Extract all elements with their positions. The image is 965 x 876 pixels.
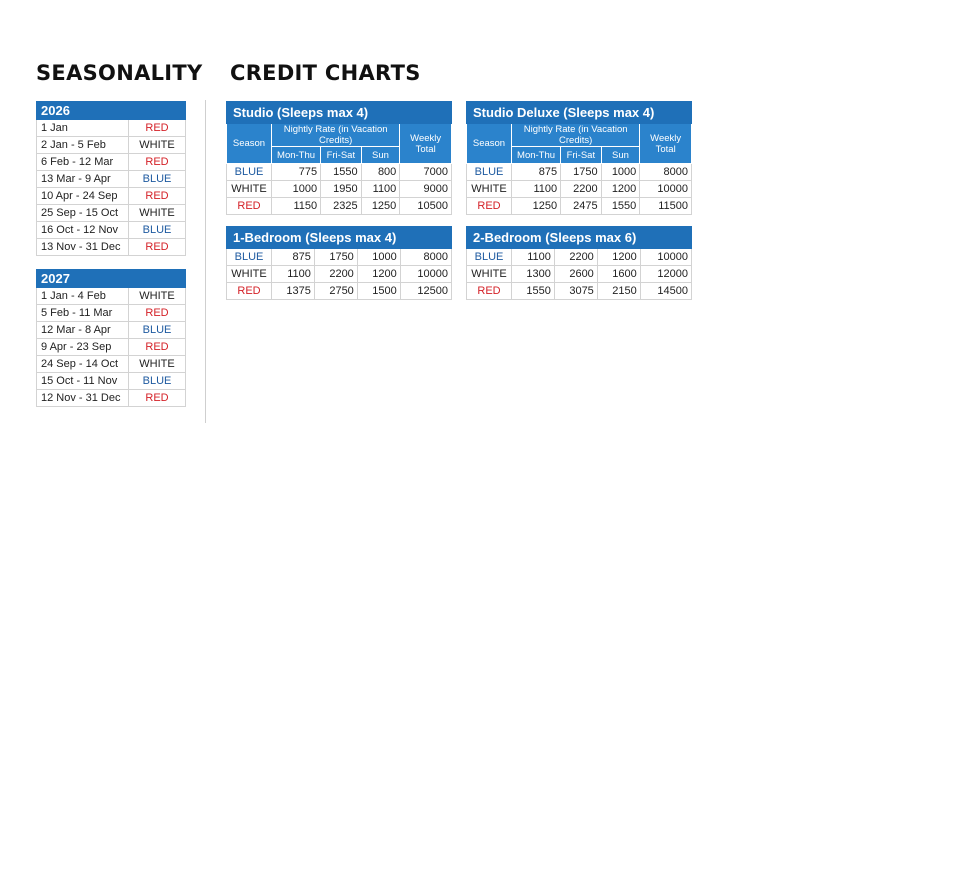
- rate-cell: 1200: [601, 181, 640, 198]
- season-label: WHITE: [129, 288, 186, 305]
- table-row: [37, 356, 186, 373]
- table-row: [37, 171, 186, 188]
- date-range: 25 Sep - 15 Oct: [37, 205, 129, 222]
- season-col-header: Season: [467, 124, 512, 164]
- table-row: [467, 181, 692, 198]
- chart-title: Studio (Sleeps max 4): [227, 102, 452, 124]
- table-row: [37, 188, 186, 205]
- season-label: WHITE: [227, 266, 272, 283]
- rate-cell: 2150: [597, 283, 640, 300]
- weekly-total-cell: 10000: [640, 181, 692, 198]
- rate-cell: 1550: [512, 283, 555, 300]
- date-range: 5 Feb - 11 Mar: [37, 305, 129, 322]
- weekly-total-cell: 8000: [640, 164, 692, 181]
- table-row: [37, 322, 186, 339]
- season-label: RED: [129, 305, 186, 322]
- table-row: [467, 249, 692, 266]
- credit-chart-2-bedroom: [466, 226, 692, 300]
- credit-chart-1-bedroom: [226, 226, 452, 300]
- sun-header: Sun: [601, 147, 640, 164]
- rate-cell: 3075: [554, 283, 597, 300]
- season-label: WHITE: [467, 181, 512, 198]
- rate-cell: 2325: [321, 198, 362, 215]
- rate-cell: 1000: [357, 249, 400, 266]
- rate-cell: 2200: [561, 181, 602, 198]
- date-range: 1 Jan: [37, 120, 129, 137]
- season-label: RED: [129, 154, 186, 171]
- nightly-rate-header: Nightly Rate (in Vacation Credits): [512, 124, 640, 147]
- table-row: [467, 266, 692, 283]
- table-row: [37, 339, 186, 356]
- fri-sat-header: Fri-Sat: [561, 147, 602, 164]
- weekly-total-cell: 8000: [400, 249, 451, 266]
- rate-cell: 800: [361, 164, 400, 181]
- season-label: RED: [129, 120, 186, 137]
- season-label: BLUE: [227, 249, 272, 266]
- table-row: [37, 137, 186, 154]
- rate-cell: 1950: [321, 181, 362, 198]
- table-row: [227, 249, 452, 266]
- season-label: RED: [129, 239, 186, 256]
- rate-cell: 1200: [597, 249, 640, 266]
- weekly-total-cell: 14500: [640, 283, 691, 300]
- column-divider: [205, 100, 206, 423]
- table-row: [227, 283, 452, 300]
- table-row: [37, 239, 186, 256]
- weekly-total-cell: 12000: [640, 266, 691, 283]
- chart-title: Studio Deluxe (Sleeps max 4): [467, 102, 692, 124]
- table-row: [227, 181, 452, 198]
- season-label: RED: [227, 198, 272, 215]
- year-header: 2026: [37, 102, 186, 120]
- chart-title: 2-Bedroom (Sleeps max 6): [467, 227, 692, 249]
- rate-cell: 1150: [272, 198, 321, 215]
- weekly-total-cell: 9000: [400, 181, 452, 198]
- rate-cell: 1000: [601, 164, 640, 181]
- table-row: [37, 222, 186, 239]
- season-label: BLUE: [467, 249, 512, 266]
- table-row: [467, 283, 692, 300]
- date-range: 16 Oct - 12 Nov: [37, 222, 129, 239]
- rate-cell: 1250: [361, 198, 400, 215]
- date-range: 10 Apr - 24 Sep: [37, 188, 129, 205]
- season-label: BLUE: [129, 322, 186, 339]
- date-range: 24 Sep - 14 Oct: [37, 356, 129, 373]
- rate-cell: 1100: [512, 249, 555, 266]
- date-range: 12 Mar - 8 Apr: [37, 322, 129, 339]
- fri-sat-header: Fri-Sat: [321, 147, 362, 164]
- date-range: 15 Oct - 11 Nov: [37, 373, 129, 390]
- rate-cell: 1750: [561, 164, 602, 181]
- rate-cell: 1375: [272, 283, 315, 300]
- weekly-total-cell: 10000: [400, 266, 451, 283]
- weekly-total-cell: 11500: [640, 198, 692, 215]
- season-label: BLUE: [129, 171, 186, 188]
- weekly-total-cell: 10500: [400, 198, 452, 215]
- rate-cell: 875: [272, 249, 315, 266]
- season-label: RED: [129, 390, 186, 407]
- date-range: 13 Mar - 9 Apr: [37, 171, 129, 188]
- date-range: 1 Jan - 4 Feb: [37, 288, 129, 305]
- seasonality-heading: SEASONALITY: [36, 61, 203, 85]
- table-row: [227, 266, 452, 283]
- season-label: BLUE: [227, 164, 272, 181]
- weekly-total-header: Weekly Total: [640, 124, 692, 164]
- sun-header: Sun: [361, 147, 400, 164]
- weekly-total-cell: 10000: [640, 249, 691, 266]
- rate-cell: 2200: [554, 249, 597, 266]
- table-row: [467, 198, 692, 215]
- rate-cell: 1000: [272, 181, 321, 198]
- season-label: WHITE: [129, 356, 186, 373]
- table-row: [37, 390, 186, 407]
- rate-cell: 775: [272, 164, 321, 181]
- season-label: BLUE: [129, 373, 186, 390]
- season-label: RED: [129, 188, 186, 205]
- rate-cell: 1750: [314, 249, 357, 266]
- season-label: BLUE: [129, 222, 186, 239]
- table-row: [37, 205, 186, 222]
- season-label: RED: [227, 283, 272, 300]
- rate-cell: 1550: [321, 164, 362, 181]
- date-range: 9 Apr - 23 Sep: [37, 339, 129, 356]
- rate-cell: 1250: [512, 198, 561, 215]
- mon-thu-header: Mon-Thu: [272, 147, 321, 164]
- table-row: [467, 164, 692, 181]
- season-label: RED: [129, 339, 186, 356]
- table-row: [227, 164, 452, 181]
- table-row: [37, 305, 186, 322]
- seasonality-table-2027: [36, 269, 186, 407]
- season-label: RED: [467, 283, 512, 300]
- rate-cell: 1100: [361, 181, 400, 198]
- date-range: 2 Jan - 5 Feb: [37, 137, 129, 154]
- rate-cell: 2475: [561, 198, 602, 215]
- table-row: [37, 288, 186, 305]
- rate-cell: 2600: [554, 266, 597, 283]
- credit-charts-heading: CREDIT CHARTS: [230, 61, 421, 85]
- rate-cell: 1600: [597, 266, 640, 283]
- date-range: 12 Nov - 31 Dec: [37, 390, 129, 407]
- season-label: RED: [467, 198, 512, 215]
- weekly-total-header: Weekly Total: [400, 124, 452, 164]
- credit-chart-studio: [226, 101, 452, 215]
- year-header: 2027: [37, 270, 186, 288]
- weekly-total-cell: 12500: [400, 283, 451, 300]
- season-label: WHITE: [129, 137, 186, 154]
- rate-cell: 2200: [314, 266, 357, 283]
- date-range: 6 Feb - 12 Mar: [37, 154, 129, 171]
- season-label: WHITE: [467, 266, 512, 283]
- rate-cell: 1200: [357, 266, 400, 283]
- table-row: [37, 373, 186, 390]
- chart-title: 1-Bedroom (Sleeps max 4): [227, 227, 452, 249]
- weekly-total-cell: 7000: [400, 164, 452, 181]
- table-row: [37, 120, 186, 137]
- rate-cell: 1100: [272, 266, 315, 283]
- season-col-header: Season: [227, 124, 272, 164]
- rate-cell: 1550: [601, 198, 640, 215]
- mon-thu-header: Mon-Thu: [512, 147, 561, 164]
- nightly-rate-header: Nightly Rate (in Vacation Credits): [272, 124, 400, 147]
- season-label: WHITE: [227, 181, 272, 198]
- date-range: 13 Nov - 31 Dec: [37, 239, 129, 256]
- rate-cell: 1300: [512, 266, 555, 283]
- table-row: [227, 198, 452, 215]
- rate-cell: 875: [512, 164, 561, 181]
- credit-chart-studio-deluxe: [466, 101, 692, 215]
- seasonality-table-2026: [36, 101, 186, 256]
- season-label: WHITE: [129, 205, 186, 222]
- table-row: [37, 154, 186, 171]
- rate-cell: 1500: [357, 283, 400, 300]
- rate-cell: 2750: [314, 283, 357, 300]
- season-label: BLUE: [467, 164, 512, 181]
- rate-cell: 1100: [512, 181, 561, 198]
